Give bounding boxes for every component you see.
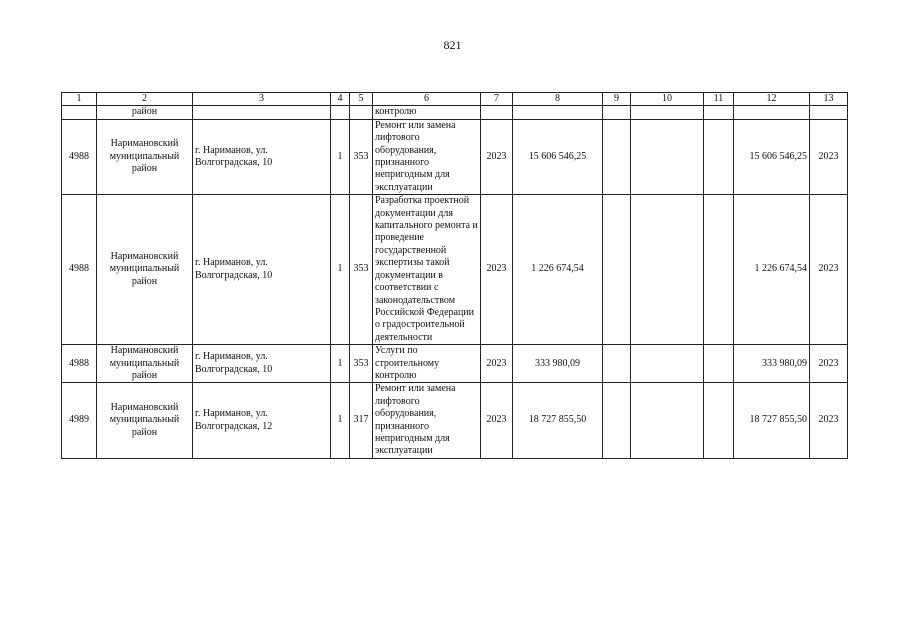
column-header: 12 [734,93,810,106]
table-row [62,195,848,345]
col10-value [631,119,704,194]
col11-value [704,345,734,383]
col5-value: 353 [350,119,373,194]
col10-value [631,345,704,383]
cell-empty [193,106,331,119]
column-header: 3 [193,93,331,106]
column-header: 7 [481,93,513,106]
continuation-work: контролю [373,106,481,119]
cell-empty [62,106,97,119]
amount-total: 18 727 855,50 [734,383,810,458]
amount: 15 606 546,25 [513,119,603,194]
amount-total: 15 606 546,25 [734,119,810,194]
year-total: 2023 [810,345,848,383]
year: 2023 [481,195,513,345]
continuation-row [62,106,848,119]
address: г. Нариманов, ул. Волгоградская, 12 [193,383,331,458]
column-header: 2 [97,93,193,106]
col11-value [704,119,734,194]
column-header: 13 [810,93,848,106]
year-total: 2023 [810,119,848,194]
cell-empty [481,106,513,119]
col9-value [603,383,631,458]
address: г. Нариманов, ул. Волгоградская, 10 [193,195,331,345]
row-id: 4988 [62,195,97,345]
column-header: 9 [603,93,631,106]
cell-empty [331,106,350,119]
col11-value [704,195,734,345]
row-id: 4989 [62,383,97,458]
year: 2023 [481,383,513,458]
col5-value: 353 [350,195,373,345]
amount: 18 727 855,50 [513,383,603,458]
work-type: Услуги по строительному контролю [373,345,481,383]
col9-value [603,195,631,345]
col10-value [631,195,704,345]
column-header: 1 [62,93,97,106]
cell-empty [704,106,734,119]
continuation-district: район [97,106,193,119]
district: Наримановский муниципальный район [97,383,193,458]
table-body [62,93,848,459]
work-type: Разработка проектной документации для капитального ремонта и проведение государственной экспертизы такой документации в соответствии с законодательством Российской Федерации о градостроительной деятельности [373,195,481,345]
column-header: 11 [704,93,734,106]
amount-total: 333 980,09 [734,345,810,383]
cell-empty [810,106,848,119]
column-header: 6 [373,93,481,106]
year: 2023 [481,345,513,383]
col11-value [704,383,734,458]
year: 2023 [481,119,513,194]
column-header: 10 [631,93,704,106]
address: г. Нариманов, ул. Волгоградская, 10 [193,119,331,194]
register-table [61,92,848,459]
year-total: 2023 [810,383,848,458]
work-type: Ремонт или замена лифтового оборудования, признанного непригодным для эксплуатации [373,383,481,458]
column-header: 5 [350,93,373,106]
col5-value: 353 [350,345,373,383]
address: г. Нариманов, ул. Волгоградская, 10 [193,345,331,383]
year-total: 2023 [810,195,848,345]
cell-empty [603,106,631,119]
cell-empty [631,106,704,119]
col4-value: 1 [331,345,350,383]
amount: 1 226 674,54 [513,195,603,345]
col10-value [631,383,704,458]
cell-empty [350,106,373,119]
row-id: 4988 [62,345,97,383]
col4-value: 1 [331,119,350,194]
table-row [62,345,848,383]
district: Наримановский муниципальный район [97,345,193,383]
district: Наримановский муниципальный район [97,195,193,345]
amount: 333 980,09 [513,345,603,383]
column-number-row [62,93,848,106]
column-header: 8 [513,93,603,106]
cell-empty [734,106,810,119]
table-row [62,119,848,194]
column-header: 4 [331,93,350,106]
district: Наримановский муниципальный район [97,119,193,194]
amount-total: 1 226 674,54 [734,195,810,345]
col9-value [603,119,631,194]
table-row [62,383,848,458]
col5-value: 317 [350,383,373,458]
cell-empty [513,106,603,119]
row-id: 4988 [62,119,97,194]
col4-value: 1 [331,383,350,458]
col9-value [603,345,631,383]
col4-value: 1 [331,195,350,345]
work-type: Ремонт или замена лифтового оборудования, признанного непригодным для эксплуатации [373,119,481,194]
page-number: 821 [443,38,462,52]
